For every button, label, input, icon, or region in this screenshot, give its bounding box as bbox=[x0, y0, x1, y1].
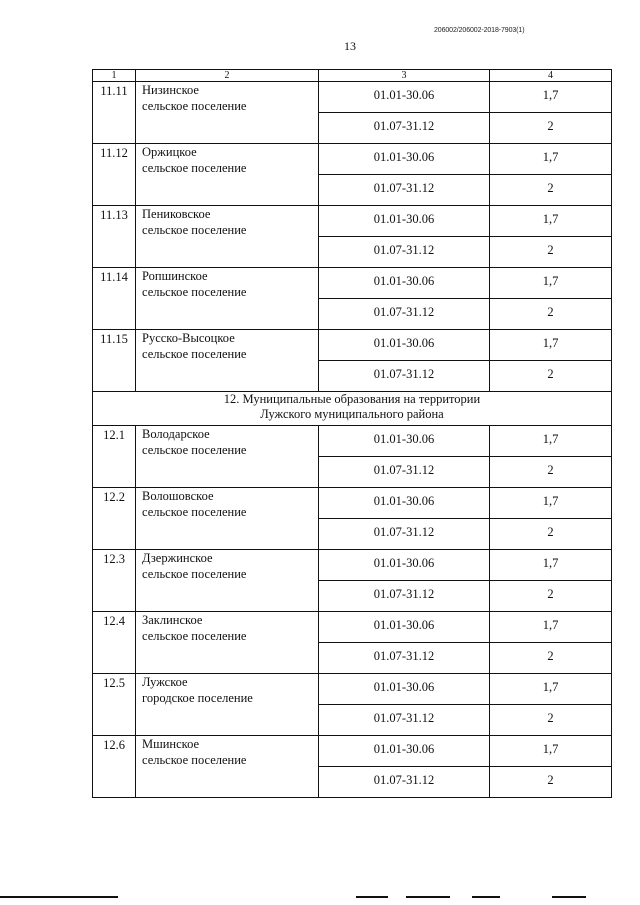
coefficient-cell: 2 bbox=[490, 519, 612, 550]
settlement-type-line: городское поселение bbox=[142, 690, 253, 705]
period-cell: 01.01-30.06 bbox=[319, 736, 490, 767]
footer-rule bbox=[406, 896, 450, 898]
period-cell: 01.01-30.06 bbox=[319, 488, 490, 519]
settlement-type-line: сельское поселение bbox=[142, 628, 247, 643]
coefficient-cell: 2 bbox=[490, 361, 612, 392]
footer-rule bbox=[552, 896, 586, 898]
settlement-name-line: Мшинское bbox=[142, 737, 200, 751]
period-cell: 01.07-31.12 bbox=[319, 299, 490, 330]
footer-rule bbox=[0, 896, 118, 898]
settlement-name bbox=[136, 488, 319, 550]
row-number: 12.5 bbox=[93, 674, 136, 736]
header-cell: 3 bbox=[319, 70, 490, 82]
row-number: 12.6 bbox=[93, 736, 136, 798]
section-heading-line: Лужского муниципального района bbox=[260, 407, 444, 421]
table-row bbox=[93, 674, 612, 705]
coefficient-cell: 1,7 bbox=[490, 144, 612, 175]
coefficient-cell: 2 bbox=[490, 237, 612, 268]
settlement-name bbox=[136, 330, 319, 392]
settlement-name-line: Заклинское bbox=[142, 613, 203, 627]
settlement-type-line: сельское поселение bbox=[142, 346, 247, 361]
settlement-name-line: Ропшинское bbox=[142, 269, 208, 283]
coefficient-cell: 2 bbox=[490, 175, 612, 206]
settlement-name-line: Пениковское bbox=[142, 207, 211, 221]
table-row bbox=[93, 206, 612, 237]
settlement-type-line: сельское поселение bbox=[142, 442, 247, 457]
coefficient-cell: 1,7 bbox=[490, 612, 612, 643]
coefficient-cell: 1,7 bbox=[490, 268, 612, 299]
settlement-name bbox=[136, 612, 319, 674]
settlement-type-line: сельское поселение bbox=[142, 160, 247, 175]
settlement-name-line: Русско-Высоцкое bbox=[142, 331, 235, 345]
settlement-name bbox=[136, 550, 319, 612]
header-cell: 4 bbox=[490, 70, 612, 82]
table-row bbox=[93, 488, 612, 519]
header-cell: 2 bbox=[136, 70, 319, 82]
period-cell: 01.07-31.12 bbox=[319, 175, 490, 206]
settlement-type-line: сельское поселение bbox=[142, 98, 247, 113]
coefficient-cell: 1,7 bbox=[490, 82, 612, 113]
coefficient-cell: 2 bbox=[490, 705, 612, 736]
settlement-name bbox=[136, 736, 319, 798]
period-cell: 01.07-31.12 bbox=[319, 581, 490, 612]
coefficient-cell: 1,7 bbox=[490, 736, 612, 767]
period-cell: 01.01-30.06 bbox=[319, 268, 490, 299]
row-number: 11.11 bbox=[93, 82, 136, 144]
settlement-name bbox=[136, 268, 319, 330]
header-cell: 1 bbox=[93, 70, 136, 82]
header-row bbox=[93, 70, 612, 82]
period-cell: 01.01-30.06 bbox=[319, 206, 490, 237]
table-row bbox=[93, 144, 612, 175]
table-row bbox=[93, 612, 612, 643]
coefficient-cell: 2 bbox=[490, 299, 612, 330]
settlement-name-line: Низинское bbox=[142, 83, 199, 97]
settlement-type-line: сельское поселение bbox=[142, 222, 247, 237]
footer-rule bbox=[472, 896, 500, 898]
coefficient-cell: 1,7 bbox=[490, 550, 612, 581]
settlement-name-line: Лужское bbox=[142, 675, 188, 689]
row-number: 11.12 bbox=[93, 144, 136, 206]
table-row bbox=[93, 330, 612, 361]
settlement-name bbox=[136, 82, 319, 144]
table-row bbox=[93, 736, 612, 767]
period-cell: 01.07-31.12 bbox=[319, 237, 490, 268]
settlement-type-line: сельское поселение bbox=[142, 566, 247, 581]
tariff-table bbox=[92, 69, 612, 798]
section-heading-line: 12. Муниципальные образования на территории bbox=[223, 392, 481, 406]
coefficient-cell: 2 bbox=[490, 643, 612, 674]
table-row bbox=[93, 426, 612, 457]
document-id: 206002/206002-2018-7903(1) bbox=[434, 27, 525, 34]
footer-rule bbox=[356, 896, 388, 898]
period-cell: 01.07-31.12 bbox=[319, 113, 490, 144]
coefficient-cell: 2 bbox=[490, 767, 612, 798]
settlement-type-line: сельское поселение bbox=[142, 504, 247, 519]
period-cell: 01.07-31.12 bbox=[319, 361, 490, 392]
table-row bbox=[93, 550, 612, 581]
settlement-name bbox=[136, 426, 319, 488]
coefficient-cell: 2 bbox=[490, 457, 612, 488]
settlement-type-line: сельское поселение bbox=[142, 752, 247, 767]
coefficient-cell: 1,7 bbox=[490, 674, 612, 705]
coefficient-cell: 1,7 bbox=[490, 426, 612, 457]
settlement-name-line: Оржицкое bbox=[142, 145, 197, 159]
period-cell: 01.07-31.12 bbox=[319, 643, 490, 674]
period-cell: 01.01-30.06 bbox=[319, 426, 490, 457]
period-cell: 01.01-30.06 bbox=[319, 612, 490, 643]
row-number: 11.14 bbox=[93, 268, 136, 330]
period-cell: 01.07-31.12 bbox=[319, 705, 490, 736]
table-row bbox=[93, 82, 612, 113]
settlement-name-line: Волошовское bbox=[142, 489, 214, 503]
row-number: 12.3 bbox=[93, 550, 136, 612]
period-cell: 01.01-30.06 bbox=[319, 674, 490, 705]
period-cell: 01.07-31.12 bbox=[319, 457, 490, 488]
settlement-name-line: Володарское bbox=[142, 427, 210, 441]
table-row bbox=[93, 268, 612, 299]
coefficient-cell: 2 bbox=[490, 581, 612, 612]
row-number: 11.13 bbox=[93, 206, 136, 268]
period-cell: 01.07-31.12 bbox=[319, 767, 490, 798]
coefficient-cell: 2 bbox=[490, 113, 612, 144]
row-number: 12.2 bbox=[93, 488, 136, 550]
settlement-name-line: Дзержинское bbox=[142, 551, 213, 565]
page-number: 13 bbox=[344, 39, 356, 53]
period-cell: 01.01-30.06 bbox=[319, 82, 490, 113]
period-cell: 01.01-30.06 bbox=[319, 144, 490, 175]
coefficient-cell: 1,7 bbox=[490, 206, 612, 237]
coefficient-cell: 1,7 bbox=[490, 488, 612, 519]
settlement-name bbox=[136, 144, 319, 206]
period-cell: 01.07-31.12 bbox=[319, 519, 490, 550]
row-number: 11.15 bbox=[93, 330, 136, 392]
settlement-name bbox=[136, 674, 319, 736]
row-number: 12.1 bbox=[93, 426, 136, 488]
settlement-name bbox=[136, 206, 319, 268]
settlement-type-line: сельское поселение bbox=[142, 284, 247, 299]
coefficient-cell: 1,7 bbox=[490, 330, 612, 361]
section-row bbox=[93, 392, 612, 426]
section-heading bbox=[93, 392, 612, 426]
period-cell: 01.01-30.06 bbox=[319, 550, 490, 581]
row-number: 12.4 bbox=[93, 612, 136, 674]
period-cell: 01.01-30.06 bbox=[319, 330, 490, 361]
